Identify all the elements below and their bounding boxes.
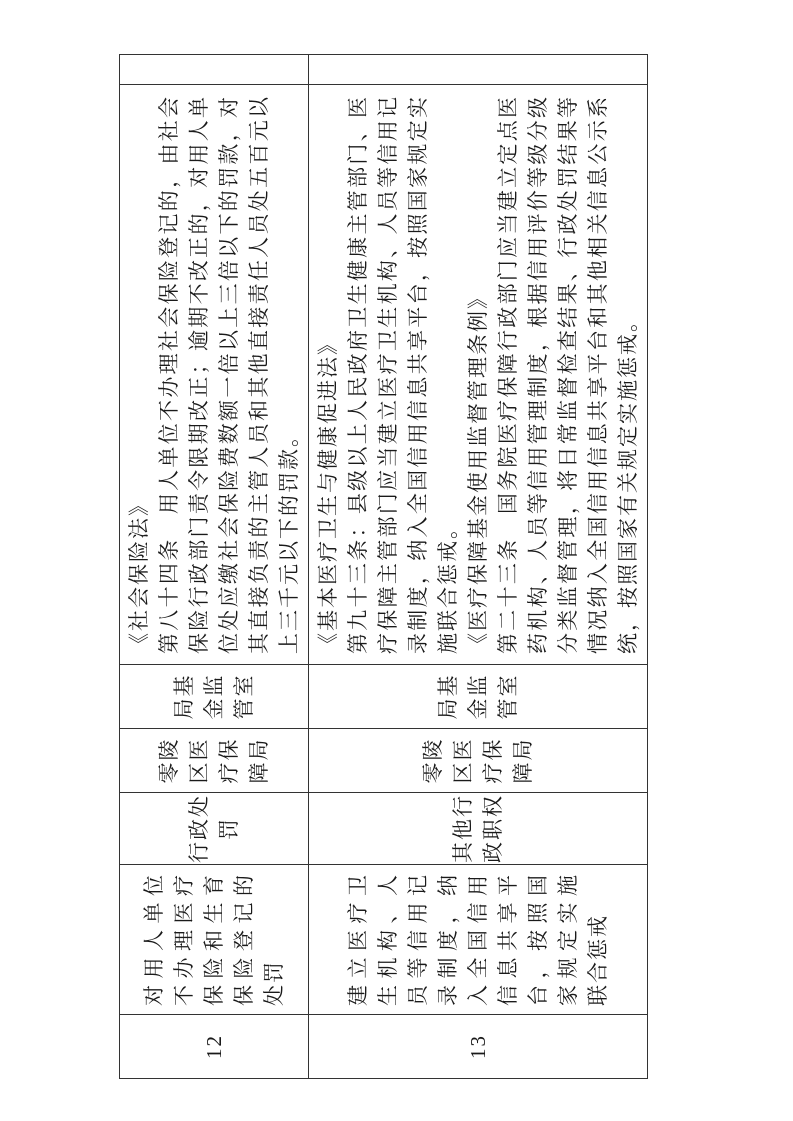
responsible-office: 局基金监管室 [120,665,309,729]
blank-column [120,55,309,85]
basis-line: 《社会保险法》 [127,493,151,654]
power-category: 行政处罚 [120,793,309,865]
responsible-office: 局基金监管室 [309,665,648,729]
basis-line: 第九十三条：县级以上人民政府卫生健康主管部门、医疗保障主管部门应当建立医疗卫生机构、人员等信用记录制度，纳入全国信用信息共享平台，按照国家规定实施联合惩戒。 [346,95,460,654]
basis-line: 《医疗保障基金使用监督管理条例》 [466,286,490,654]
implementing-body: 零陵区医疗保障局 [120,729,309,793]
basis-line: 第二十三条 国务院医疗保障行政部门应当建立定点医药机构、人员等信用管理制度，根据信用评价等级分级分类监督管理，将日常监督检查结果、行政处罚结果等情况纳入全国信用信息共享平台和其他相关信息公示系统，按照国家有关规定实施惩戒。 [496,95,640,654]
table-row [120,55,309,1079]
table-row [309,55,648,1079]
row-number: 12 [120,1015,309,1079]
rotated-table-page [119,55,640,1079]
power-list-table [119,54,648,1079]
blank-column [309,55,648,85]
basis-line: 《基本医疗卫生与健康促进法》 [316,332,340,654]
power-category: 其他行政职权 [309,793,648,865]
legal-basis [309,85,648,665]
implementing-body: 零陵区医疗保障局 [309,729,648,793]
basis-line: 第八十四条 用人单位不办理社会保险登记的，由社会保险行政部门责令限期改正；逾期不改正的，对用人单位处应缴社会保险费数额一倍以上三倍以下的罚款，对其直接负责的主管人员和其他直接责任人员处五百元以上三千元以下的罚款。 [157,95,301,654]
legal-basis [120,85,309,665]
item-name: 对用人单位不办理医疗保险和生育保险登记的处罚 [120,865,309,1015]
row-number: 13 [309,1015,648,1079]
item-name: 建立医疗卫生机构、人员等信用记录制度，纳入全国信用信息共享平台，按照国家规定实施联合惩戒 [309,865,648,1015]
